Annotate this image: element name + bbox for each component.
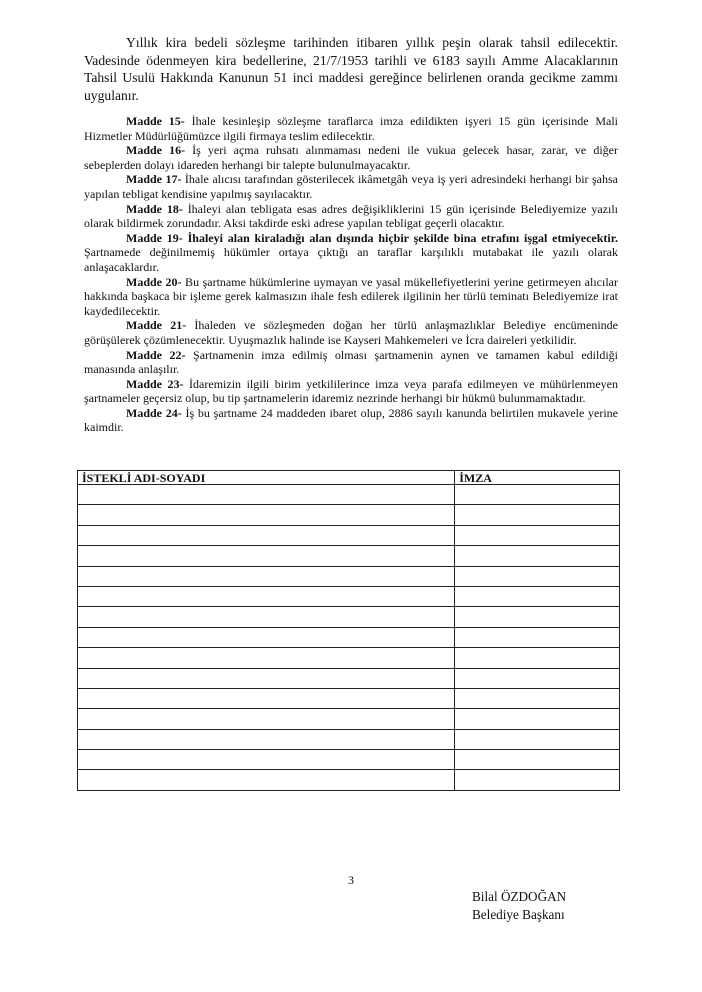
table-row bbox=[78, 607, 620, 627]
article-text: İhale alıcısı tarafından gösterilecek ikâmetgâh veya iş yeri adresindeki herhangi bir şahsa yapılan tebligat kendisine yapılmış sayılacaktır. bbox=[84, 172, 618, 201]
bidder-name-cell[interactable] bbox=[78, 729, 455, 749]
table-row bbox=[78, 709, 620, 729]
bidder-name-cell[interactable] bbox=[78, 586, 455, 606]
article-label: Madde 22- bbox=[126, 347, 186, 362]
article-16 bbox=[84, 143, 618, 172]
table-row bbox=[78, 688, 620, 708]
article-21 bbox=[84, 318, 618, 347]
article-18 bbox=[84, 202, 618, 231]
bidder-name-cell[interactable] bbox=[78, 566, 455, 586]
signature-header: İMZA bbox=[455, 471, 620, 485]
article-label: Madde 24- bbox=[126, 405, 182, 420]
article-label: Madde 16- bbox=[126, 143, 186, 158]
articles-section bbox=[84, 114, 618, 435]
signature-cell[interactable] bbox=[455, 750, 620, 770]
signature-cell[interactable] bbox=[455, 648, 620, 668]
signature-cell[interactable] bbox=[455, 668, 620, 688]
signature-cell[interactable] bbox=[455, 709, 620, 729]
article-text: İhaleden ve sözleşmeden doğan her türlü anlaşmazlıklar Belediye encümeninde görüşülerek çözümlenecektir. Uyuşmazlık halinde ise Kayseri Mahkemeleri ve İcra daireleri yetkilidir. bbox=[84, 318, 618, 347]
article-24 bbox=[84, 406, 618, 435]
article-15 bbox=[84, 114, 618, 143]
article-text: Bu şartname hükümlerine uymayan ve yasal mükellefiyetlerini yerine getirmeyen alıcılar hakkında başkaca bir işleme gerek kalmasızın ihale fesh edilerek ilgilinin her türlü teminatı Belediyemize irat kaydedilecektir. bbox=[84, 274, 618, 318]
table-row bbox=[78, 566, 620, 586]
article-label: Madde 19- bbox=[126, 230, 183, 245]
bidder-name-cell[interactable] bbox=[78, 750, 455, 770]
table-header-row bbox=[78, 471, 620, 485]
article-label: Madde 17- bbox=[126, 172, 182, 187]
bidder-name-cell[interactable] bbox=[78, 668, 455, 688]
article-label: Madde 15- bbox=[126, 114, 185, 128]
article-text: İhaleyi alan tebligata esas adres değişikliklerini 15 gün içerisinde Belediyemize yazılı olarak bildirmek zorundadır. Aksi takdirde eski adrese yapılan tebligat geçerli olacaktır. bbox=[84, 201, 618, 231]
article-text: İdaremizin ilgili birim yetkililerince imza veya parafa edilmeyen ve mühürlenmeyen şartnameler geçersiz olup, bu tip şartnamelerin idaremiz nezrinde herhangi bir hükmü bulunmamaktadır. bbox=[84, 376, 619, 406]
signature-cell[interactable] bbox=[455, 688, 620, 708]
bidder-name-header: İSTEKLİ ADI-SOYADI bbox=[78, 471, 455, 485]
table-body bbox=[78, 485, 620, 791]
bidder-name-cell[interactable] bbox=[78, 709, 455, 729]
bidder-name-cell[interactable] bbox=[78, 525, 455, 545]
bidder-name-cell[interactable] bbox=[78, 546, 455, 566]
article-text: Şartnamenin imza edilmiş olması şartnamenin aynen ve tamamen kabul edildiği manasında anlaşılır. bbox=[84, 347, 619, 377]
table-row bbox=[78, 648, 620, 668]
article-text: İş bu şartname 24 maddeden ibaret olup, 2886 sayılı kanunda belirtilen mukavele yerine kaimdir. bbox=[84, 405, 618, 435]
signature-cell[interactable] bbox=[455, 729, 620, 749]
page-number: 3 bbox=[348, 873, 354, 887]
table-row bbox=[78, 729, 620, 749]
table-row bbox=[78, 525, 620, 545]
table-row bbox=[78, 668, 620, 688]
article-label: Madde 23- bbox=[126, 376, 184, 391]
signature-cell[interactable] bbox=[455, 627, 620, 647]
article-text: İhale kesinleşip sözleşme taraflarca imza edildikten işyeri 15 gün içerisinde Mali Hizmetler Müdürlüğümüzce ilgili firmaya teslim edilecektir. bbox=[84, 114, 619, 143]
bidder-name-cell[interactable] bbox=[78, 770, 455, 790]
table-row bbox=[78, 770, 620, 790]
bidder-name-cell[interactable] bbox=[78, 688, 455, 708]
table-row bbox=[78, 485, 620, 505]
signature-block bbox=[472, 888, 566, 924]
signature-cell[interactable] bbox=[455, 546, 620, 566]
table-row bbox=[78, 627, 620, 647]
signature-cell[interactable] bbox=[455, 485, 620, 505]
signature-cell[interactable] bbox=[455, 505, 620, 525]
article-23 bbox=[84, 377, 618, 406]
signature-cell[interactable] bbox=[455, 770, 620, 790]
bidder-signature-table bbox=[77, 470, 620, 791]
bidder-name-cell[interactable] bbox=[78, 648, 455, 668]
article-text: Şartnamede değinilmemiş hükümler ortaya çıktığı an taraflar karşılıklı mutabakat ile yazılı olarak anlaşacaklardır. bbox=[84, 245, 618, 274]
signer-name: Bilal ÖZDOĞAN bbox=[472, 889, 567, 904]
article-label: Madde 20- bbox=[126, 274, 182, 289]
bidder-name-cell[interactable] bbox=[78, 485, 455, 505]
article-label: Madde 18- bbox=[126, 201, 183, 216]
bidder-name-cell[interactable] bbox=[78, 607, 455, 627]
article-label: Madde 21- bbox=[126, 318, 187, 333]
article-19 bbox=[84, 231, 618, 275]
bidder-name-cell[interactable] bbox=[78, 505, 455, 525]
table-row bbox=[78, 750, 620, 770]
bidder-name-cell[interactable] bbox=[78, 627, 455, 647]
article-17 bbox=[84, 172, 618, 201]
article-22 bbox=[84, 348, 618, 377]
signature-cell[interactable] bbox=[455, 566, 620, 586]
signature-cell[interactable] bbox=[455, 607, 620, 627]
article-20 bbox=[84, 275, 618, 319]
signature-cell[interactable] bbox=[455, 525, 620, 545]
article-bold-text: İhaleyi alan kiraladığı alan dışında hiçbir şekilde bina etrafını işgal etmiyecektir. bbox=[182, 230, 618, 245]
table-row bbox=[78, 586, 620, 606]
table-row bbox=[78, 505, 620, 525]
article-text: İş yeri açma ruhsatı alınmaması nedeni ile vukua gelecek hasar, zarar, ve diğer sebeplerden dolayı idareden herhangi bir talepte bulunulmayacaktır. bbox=[84, 143, 618, 172]
table-row bbox=[78, 546, 620, 566]
signer-title: Belediye Başkanı bbox=[472, 907, 565, 922]
signature-cell[interactable] bbox=[455, 586, 620, 606]
intro-paragraph: Yıllık kira bedeli sözleşme tarihinden itibaren yıllık peşin olarak tahsil edilecektir. Vadesinde ödenmeyen kira bedellerine, 21/7/1953 tarihli ve 6183 sayılı Amme Alacaklarının Tahsil Usulü Hakkında Kanunun 51 inci maddesi gereğince belirlenen oranda gecikme zammı uygulanır. bbox=[84, 35, 618, 103]
